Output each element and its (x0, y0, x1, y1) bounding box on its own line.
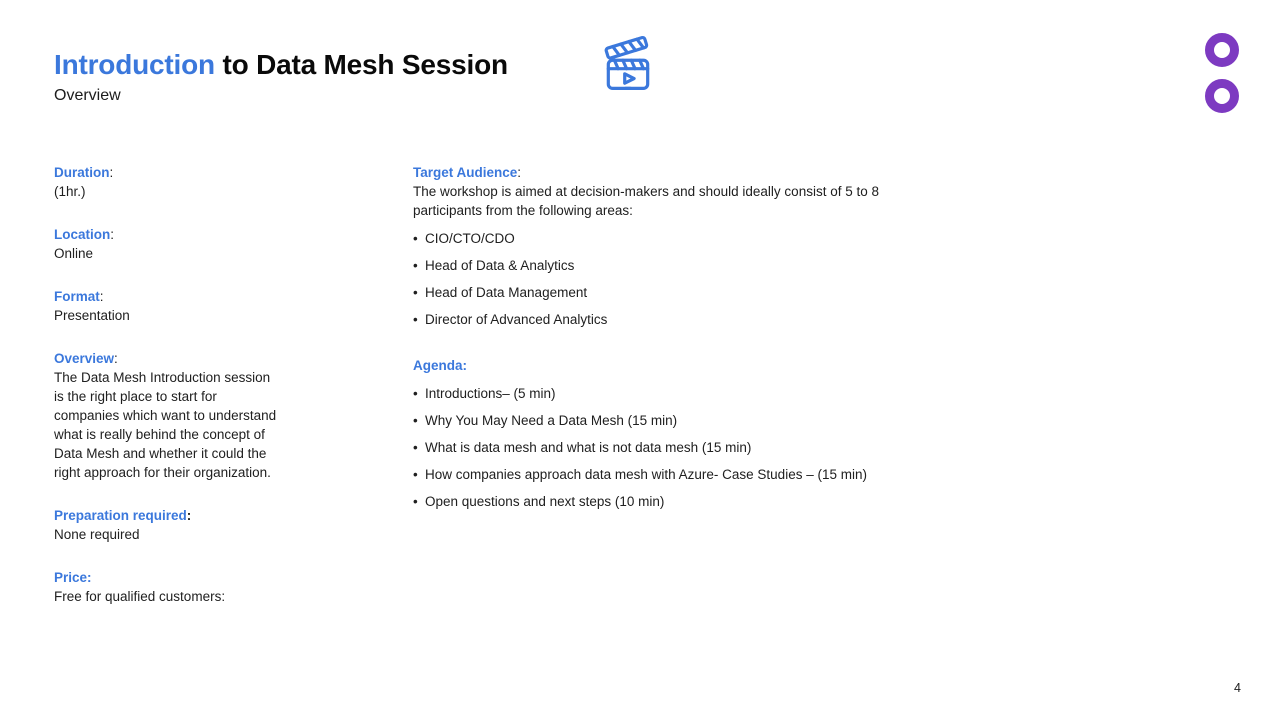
list-item: • Open questions and next steps (10 min) (413, 494, 665, 509)
ring-icon (1205, 33, 1239, 67)
list-item: • Introductions– (5 min) (413, 386, 556, 401)
bullet: • (413, 285, 418, 300)
page-number: 4 (1234, 681, 1241, 695)
section-label: Overview: (54, 351, 118, 366)
list-item: • Director of Advanced Analytics (413, 312, 608, 327)
overview-text-line: what is really behind the concept of (54, 427, 265, 442)
left-column (54, 163, 364, 630)
target-audience-list (413, 229, 1053, 329)
bullet: • (413, 258, 418, 273)
right-column (413, 163, 1053, 519)
list-item: • What is data mesh and what is not data mesh (15 min) (413, 440, 752, 455)
list-item: • Head of Data & Analytics (413, 258, 575, 273)
overview-text-line: The Data Mesh Introduction session (54, 370, 271, 385)
ring-icon (1205, 79, 1239, 113)
clapperboard-icon (598, 33, 658, 95)
list-item: • Head of Data Management (413, 285, 588, 300)
overview-text-line: right approach for their organization. (54, 465, 271, 480)
section-label: Price: (54, 570, 92, 585)
list-item: • CIO/CTO/CDO (413, 231, 515, 246)
bullet: • (413, 386, 418, 401)
bullet: • (413, 467, 418, 482)
section-location (54, 225, 364, 263)
section-value: None required (54, 527, 140, 542)
section-label: Duration: (54, 165, 114, 180)
title-highlight: Introduction (54, 49, 215, 80)
bullet: • (413, 440, 418, 455)
list-item: • How companies approach data mesh with Azure- Case Studies – (15 min) (413, 467, 867, 482)
overview-text-line: is the right place to start for (54, 389, 217, 404)
section-price (54, 568, 364, 606)
overview-text-line: companies which want to understand (54, 408, 277, 423)
section-label: Agenda: (413, 358, 468, 373)
bullet: • (413, 231, 418, 246)
section-value: (1hr.) (54, 184, 86, 199)
page-subtitle: Overview (54, 87, 121, 104)
section-target-audience (413, 163, 1053, 329)
bullet: • (413, 494, 418, 509)
bullet: • (413, 413, 418, 428)
bullet: • (413, 312, 418, 327)
overview-text-line: Data Mesh and whether it could the (54, 446, 267, 461)
title-rest: to Data Mesh Session (214, 49, 508, 80)
page-title (54, 48, 508, 82)
target-audience-intro-line: The workshop is aimed at decision-makers and should ideally consist of 5 to 8 (413, 184, 879, 199)
section-preparation (54, 506, 364, 544)
section-value: Free for qualified customers: (54, 589, 226, 604)
brand-logo (1205, 33, 1239, 113)
section-value: Online (54, 246, 94, 261)
section-duration (54, 163, 364, 201)
slide-header (54, 48, 508, 106)
section-value: Presentation (54, 308, 130, 323)
list-item: • Why You May Need a Data Mesh (15 min) (413, 413, 678, 428)
target-audience-intro-line: participants from the following areas: (413, 203, 633, 218)
section-agenda (413, 356, 1053, 511)
section-label: Format: (54, 289, 104, 304)
agenda-list (413, 384, 1053, 511)
section-label: Target Audience: (413, 165, 522, 180)
section-format (54, 287, 364, 325)
section-overview (54, 349, 364, 482)
section-label: Location: (54, 227, 115, 242)
section-label: Preparation required: (54, 508, 192, 523)
